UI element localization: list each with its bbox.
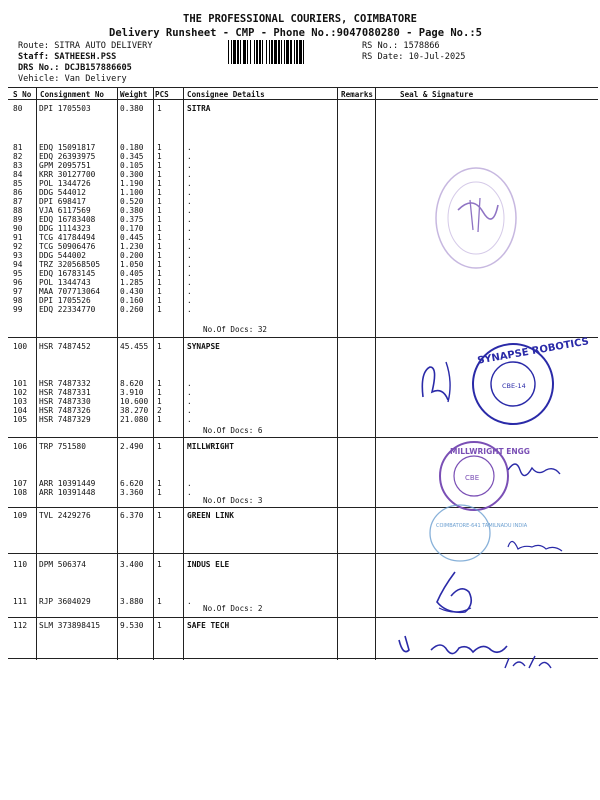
- barcode-bar: [250, 40, 251, 64]
- col-header-consignee: Consignee Details: [187, 90, 265, 99]
- cell-sno: 110: [13, 560, 28, 569]
- indus-signature-icon: [425, 568, 485, 620]
- cell-pcs: 1: [157, 143, 162, 152]
- barcode-bar: [281, 40, 282, 64]
- cell-sno: 89: [13, 215, 23, 224]
- cell-consignment: DPI 1705503: [39, 104, 91, 113]
- cell-pcs: 2: [157, 406, 162, 415]
- cell-weight: 6.370: [120, 511, 144, 520]
- barcode-bar: [259, 40, 261, 64]
- cell-consignee-mark: .: [187, 397, 192, 406]
- cell-weight: 0.380: [120, 104, 144, 113]
- cell-pcs: 1: [157, 479, 162, 488]
- barcode-bar: [231, 40, 232, 64]
- cell-consignment: HSR 7487330: [39, 397, 91, 406]
- cell-consignee-mark: .: [187, 479, 192, 488]
- cell-weight: 2.490: [120, 442, 144, 451]
- cell-weight: 0.260: [120, 305, 144, 314]
- docs-count: No.Of Docs: 32: [203, 325, 268, 334]
- cell-consignment: DDG 544002: [39, 251, 86, 260]
- cell-pcs: 1: [157, 206, 162, 215]
- cell-sno: 83: [13, 161, 23, 170]
- cell-weight: 1.100: [120, 188, 144, 197]
- cell-pcs: 1: [157, 415, 162, 424]
- cell-pcs: 1: [157, 188, 162, 197]
- cell-consignee-mark: .: [187, 488, 192, 497]
- cell-weight: 0.430: [120, 287, 144, 296]
- cell-sno: 91: [13, 233, 23, 242]
- millwright-stamp-center: CBE: [465, 474, 480, 482]
- cell-sno: 84: [13, 170, 23, 179]
- cell-consignee: INDUS ELE: [187, 560, 230, 569]
- cell-consignee-mark: .: [187, 143, 192, 152]
- cell-consignee-mark: .: [187, 233, 192, 242]
- cell-weight: 10.600: [120, 397, 149, 406]
- cell-sno: 108: [13, 488, 28, 497]
- barcode-bar: [228, 40, 229, 64]
- col-divider-3: [153, 88, 154, 660]
- cell-consignee: SAFE TECH: [187, 621, 230, 630]
- cell-weight: 0.445: [120, 233, 144, 242]
- barcode-bar: [247, 40, 248, 64]
- barcode-bar: [278, 40, 280, 64]
- cell-consignment: TVL 2429276: [39, 511, 91, 520]
- col-divider-6: [375, 88, 376, 660]
- cell-pcs: 1: [157, 488, 162, 497]
- cell-pcs: 1: [157, 305, 162, 314]
- drs-label: DRS No.: DCJB157886605: [18, 63, 132, 73]
- cell-sno: 94: [13, 260, 23, 269]
- cell-pcs: 1: [157, 152, 162, 161]
- greenlink-stamp-text: COIMBATORE-641 TAMILNADU INDIA: [436, 523, 528, 529]
- route-label: Route: SITRA AUTO DELIVERY: [18, 41, 153, 51]
- cell-pcs: 1: [157, 597, 162, 606]
- sitra-stamp-icon: [428, 160, 528, 275]
- cell-weight: 6.620: [120, 479, 144, 488]
- cell-consignment: GPM 2095751: [39, 161, 91, 170]
- cell-pcs: 1: [157, 251, 162, 260]
- cell-consignment: DPI 1705526: [39, 296, 91, 305]
- cell-consignee-mark: .: [187, 152, 192, 161]
- cell-pcs: 1: [157, 379, 162, 388]
- cell-sno: 101: [13, 379, 28, 388]
- cell-consignee-mark: .: [187, 278, 192, 287]
- cell-consignee-mark: .: [187, 406, 192, 415]
- cell-sno: 111: [13, 597, 28, 606]
- cell-consignment: MAA 707713064: [39, 287, 101, 296]
- cell-consignee-mark: .: [187, 269, 192, 278]
- cell-weight: 9.530: [120, 621, 144, 630]
- cell-sno: 109: [13, 511, 28, 520]
- cell-consignee-mark: .: [187, 296, 192, 305]
- barcode-bar: [240, 40, 241, 64]
- cell-consignee: SYNAPSE: [187, 342, 220, 351]
- cell-sno: 96: [13, 278, 23, 287]
- cell-weight: 3.360: [120, 488, 144, 497]
- company-title: THE PROFESSIONAL COURIERS, COIMBATORE: [183, 13, 417, 25]
- cell-weight: 21.080: [120, 415, 149, 424]
- cell-sno: 81: [13, 143, 23, 152]
- barcode-bar: [266, 40, 267, 64]
- cell-pcs: 1: [157, 269, 162, 278]
- col-divider-2: [117, 88, 118, 660]
- cell-pcs: 1: [157, 278, 162, 287]
- cell-pcs: 1: [157, 388, 162, 397]
- cell-pcs: 1: [157, 260, 162, 269]
- cell-weight: 0.345: [120, 152, 144, 161]
- synapse-stamp-text: SYNAPSE ROBOTICS: [476, 336, 590, 367]
- cell-pcs: 1: [157, 224, 162, 233]
- cell-pcs: 1: [157, 560, 162, 569]
- col-header-consignment: Consignment No: [40, 90, 105, 99]
- cell-sno: 86: [13, 188, 23, 197]
- greenlink-stamp-icon: [428, 505, 578, 565]
- cell-consignment: EDQ 16783145: [39, 269, 96, 278]
- cell-weight: 0.160: [120, 296, 144, 305]
- barcode-bar: [256, 40, 258, 64]
- cell-consignee-mark: .: [187, 161, 192, 170]
- cell-sno: 102: [13, 388, 28, 397]
- cell-sno: 80: [13, 104, 23, 113]
- runsheet-subtitle: Delivery Runsheet - CMP - Phone No.:9047080280 - Page No.:5: [109, 27, 482, 39]
- synapse-stamp-center: CBE-14: [502, 382, 526, 390]
- cell-consignment: HSR 7487329: [39, 415, 91, 424]
- group-divider: [8, 337, 598, 338]
- cell-pcs: 1: [157, 215, 162, 224]
- cell-sno: 104: [13, 406, 28, 415]
- cell-consignee-mark: .: [187, 379, 192, 388]
- barcode-bar: [296, 40, 298, 64]
- col-divider-1: [36, 88, 37, 660]
- rs-number: RS No.: 1578866: [362, 41, 440, 51]
- col-header-weight: Weight: [120, 90, 148, 99]
- barcode: [228, 40, 354, 64]
- cell-consignee-mark: .: [187, 206, 192, 215]
- cell-consignee-mark: .: [187, 188, 192, 197]
- barcode-bar: [286, 40, 289, 64]
- cell-pcs: 1: [157, 397, 162, 406]
- cell-weight: 3.910: [120, 388, 144, 397]
- cell-pcs: 1: [157, 242, 162, 251]
- cell-consignment: RJP 3604029: [39, 597, 91, 606]
- cell-pcs: 1: [157, 161, 162, 170]
- cell-consignee-mark: .: [187, 197, 192, 206]
- cell-consignment: TCG 41784494: [39, 233, 96, 242]
- cell-sno: 88: [13, 206, 23, 215]
- cell-weight: 3.880: [120, 597, 144, 606]
- cell-sno: 107: [13, 479, 28, 488]
- cell-sno: 99: [13, 305, 23, 314]
- docs-count: No.Of Docs: 6: [203, 426, 263, 435]
- cell-weight: 1.230: [120, 242, 144, 251]
- cell-consignment: HSR 7487326: [39, 406, 91, 415]
- cell-sno: 105: [13, 415, 28, 424]
- cell-weight: 0.380: [120, 206, 144, 215]
- cell-consignment: DDG 544012: [39, 188, 86, 197]
- cell-sno: 103: [13, 397, 28, 406]
- cell-consignment: KRR 30127700: [39, 170, 96, 179]
- cell-weight: 45.455: [120, 342, 149, 351]
- cell-consignee-mark: .: [187, 388, 192, 397]
- barcode-bar: [233, 40, 236, 64]
- cell-weight: 0.300: [120, 170, 144, 179]
- barcode-bar: [254, 40, 255, 64]
- cell-consignee-mark: .: [187, 242, 192, 251]
- barcode-bar: [294, 40, 295, 64]
- cell-sno: 98: [13, 296, 23, 305]
- cell-consignment: ARR 10391449: [39, 479, 96, 488]
- cell-consignment: EDQ 26393975: [39, 152, 96, 161]
- cell-consignment: TRP 751580: [39, 442, 86, 451]
- table-header-divider: [8, 99, 598, 100]
- cell-consignment: HSR 7487452: [39, 342, 91, 351]
- cell-consignment: VJA 6117569: [39, 206, 91, 215]
- docs-count: No.Of Docs: 3: [203, 496, 263, 505]
- cell-consignment: DPM 506374: [39, 560, 86, 569]
- cell-consignment: DPI 698417: [39, 197, 86, 206]
- col-header-remarks: Remarks: [341, 90, 374, 99]
- docs-count: No.Of Docs: 2: [203, 604, 263, 613]
- cell-sno: 82: [13, 152, 23, 161]
- cell-weight: 0.170: [120, 224, 144, 233]
- cell-weight: 8.620: [120, 379, 144, 388]
- synapse-stamp-icon: [418, 336, 590, 432]
- barcode-bar: [290, 40, 292, 64]
- receiver-signature-icon: [395, 630, 575, 676]
- cell-weight: 1.190: [120, 179, 144, 188]
- cell-weight: 0.405: [120, 269, 144, 278]
- group-divider: [8, 617, 598, 618]
- millwright-stamp-icon: [436, 440, 586, 512]
- vehicle-label: Vehicle: Van Delivery: [18, 74, 127, 84]
- group-divider: [8, 437, 598, 438]
- cell-weight: 1.050: [120, 260, 144, 269]
- cell-consignment: POL 1344726: [39, 179, 91, 188]
- cell-weight: 0.375: [120, 215, 144, 224]
- col-divider-5: [337, 88, 338, 660]
- cell-consignee: GREEN LINK: [187, 511, 234, 520]
- cell-consignee: MILLWRIGHT: [187, 442, 234, 451]
- cell-sno: 97: [13, 287, 23, 296]
- cell-consignment: DDG 1114323: [39, 224, 91, 233]
- cell-consignee-mark: .: [187, 224, 192, 233]
- cell-sno: 112: [13, 621, 28, 630]
- col-header-seal: Seal & Signature: [400, 90, 474, 99]
- barcode-bar: [303, 40, 304, 64]
- cell-consignee-mark: .: [187, 170, 192, 179]
- cell-consignee-mark: .: [187, 305, 192, 314]
- cell-sno: 87: [13, 197, 23, 206]
- cell-weight: 0.180: [120, 143, 144, 152]
- cell-weight: 0.105: [120, 161, 144, 170]
- cell-consignee-mark: .: [187, 597, 192, 606]
- barcode-bar: [262, 40, 263, 64]
- cell-sno: 106: [13, 442, 28, 451]
- cell-consignment: POL 1344743: [39, 278, 91, 287]
- barcode-bar: [237, 40, 239, 64]
- rs-date: RS Date: 10-Jul-2025: [362, 52, 466, 62]
- cell-consignee-mark: .: [187, 260, 192, 269]
- cell-weight: 1.285: [120, 278, 144, 287]
- cell-pcs: 1: [157, 104, 162, 113]
- cell-pcs: 1: [157, 179, 162, 188]
- cell-consignment: SLM 373898415: [39, 621, 101, 630]
- cell-consignment: EDQ 15091817: [39, 143, 96, 152]
- cell-pcs: 1: [157, 342, 162, 351]
- cell-pcs: 1: [157, 296, 162, 305]
- cell-consignee-mark: .: [187, 179, 192, 188]
- cell-weight: 3.400: [120, 560, 144, 569]
- cell-consignment: HSR 7487331: [39, 388, 91, 397]
- cell-consignment: TRZ 320568505: [39, 260, 101, 269]
- staff-label: Staff: SATHEESH.PSS: [18, 52, 117, 62]
- cell-consignee-mark: .: [187, 251, 192, 260]
- cell-sno: 90: [13, 224, 23, 233]
- barcode-bar: [269, 40, 270, 64]
- cell-weight: 0.520: [120, 197, 144, 206]
- cell-pcs: 1: [157, 170, 162, 179]
- cell-consignee-mark: .: [187, 215, 192, 224]
- cell-pcs: 1: [157, 197, 162, 206]
- cell-consignment: TCG 50906476: [39, 242, 96, 251]
- cell-weight: 0.200: [120, 251, 144, 260]
- cell-consignment: ARR 10391448: [39, 488, 96, 497]
- barcode-bar: [299, 40, 302, 64]
- cell-consignee-mark: .: [187, 287, 192, 296]
- cell-pcs: 1: [157, 621, 162, 630]
- cell-sno: 85: [13, 179, 23, 188]
- col-header-sno: S No: [13, 90, 32, 99]
- cell-consignment: EDQ 16783408: [39, 215, 96, 224]
- barcode-bar: [271, 40, 273, 64]
- cell-consignment: HSR 7487332: [39, 379, 91, 388]
- cell-consignee-mark: .: [187, 415, 192, 424]
- cell-consignment: EDQ 22334770: [39, 305, 96, 314]
- millwright-stamp-text: MILLWRIGHT ENGG: [450, 447, 530, 456]
- cell-sno: 100: [13, 342, 28, 351]
- cell-sno: 92: [13, 242, 23, 251]
- table-top-border: [8, 87, 598, 88]
- barcode-bar: [284, 40, 285, 64]
- cell-pcs: 1: [157, 442, 162, 451]
- cell-weight: 38.270: [120, 406, 149, 415]
- cell-sno: 93: [13, 251, 23, 260]
- cell-pcs: 1: [157, 287, 162, 296]
- cell-sno: 95: [13, 269, 23, 278]
- cell-consignee: SITRA: [187, 104, 211, 113]
- barcode-bar: [243, 40, 246, 64]
- col-header-pcs: PCS: [155, 90, 169, 99]
- cell-pcs: 1: [157, 511, 162, 520]
- barcode-bar: [274, 40, 277, 64]
- cell-pcs: 1: [157, 233, 162, 242]
- col-divider-4: [183, 88, 184, 660]
